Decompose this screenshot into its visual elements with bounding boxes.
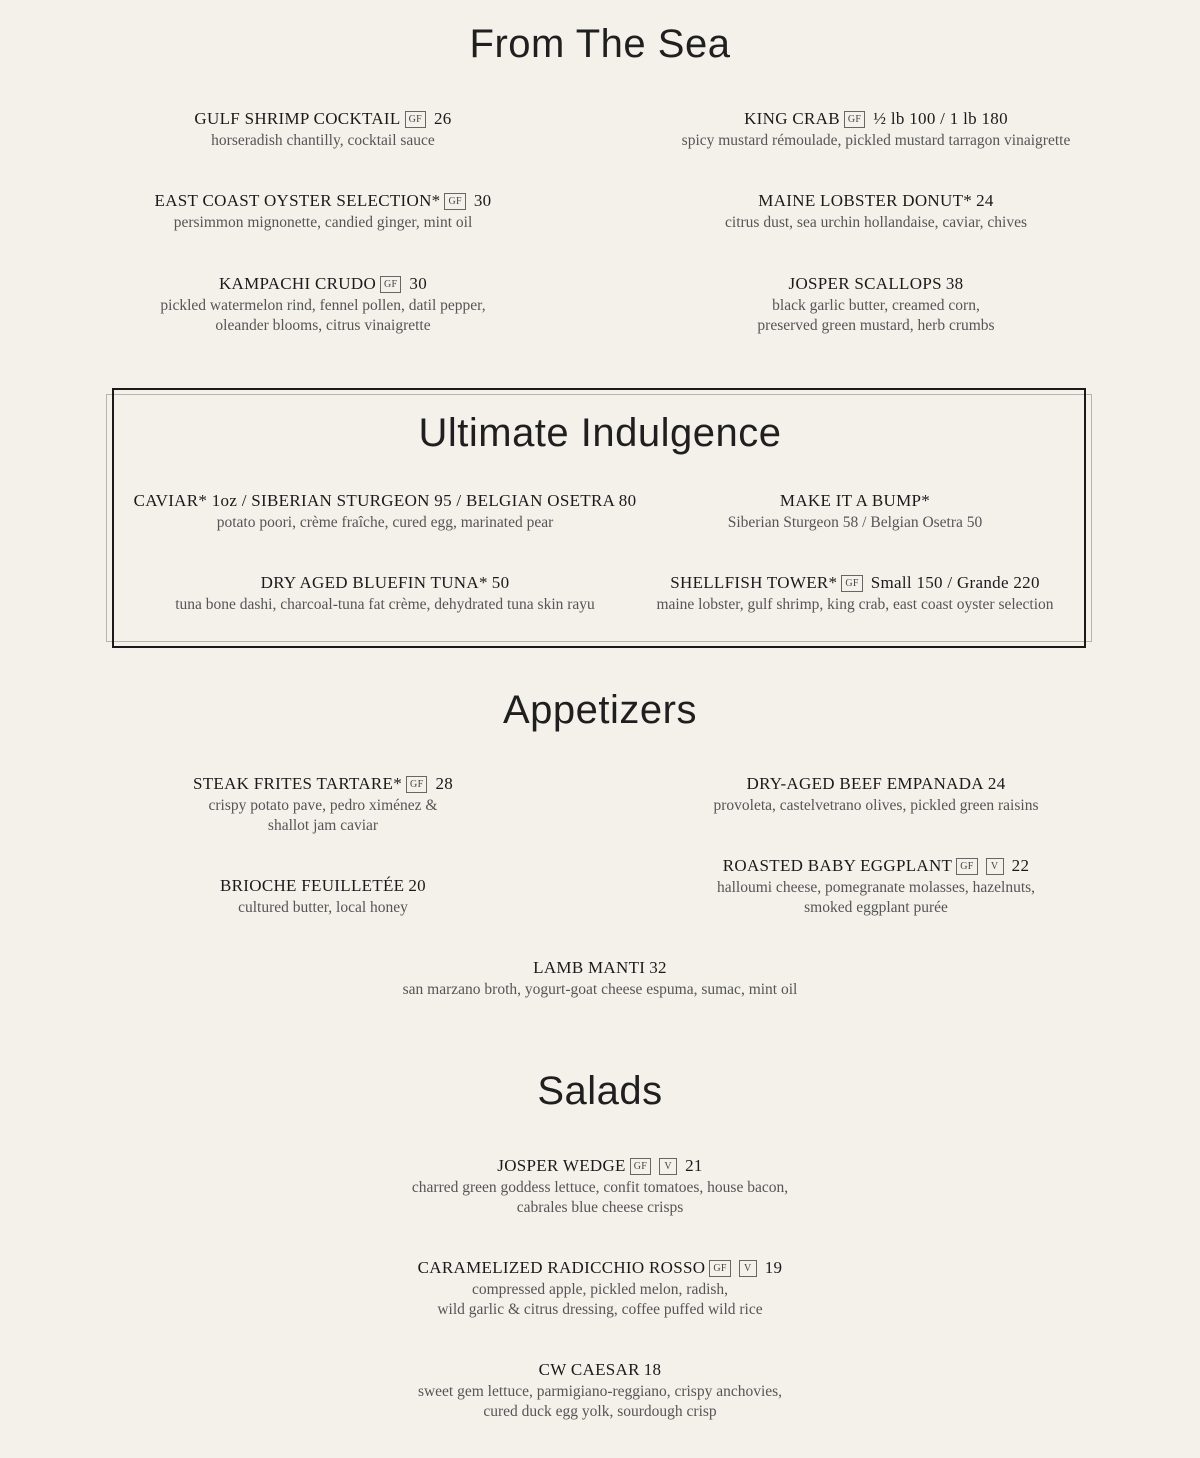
item-name-line [130,107,516,131]
section-title-salads: Salads [537,1069,663,1113]
item-price: 24 [987,774,1006,793]
gluten-free-badge: GF [844,111,865,128]
item-description: smoked eggplant purée [804,899,948,916]
item-price: ½ lb 100 / 1 lb 180 [873,109,1008,128]
item-description: charred green goddess lettuce, confit tomatoes, house bacon, [411,1179,789,1196]
item-price: 21 [685,1156,703,1175]
item-price: Small 150 / Grande 220 [870,573,1040,592]
item-name: LAMB MANTI [533,958,646,977]
item-name: EAST COAST OYSTER SELECTION* [154,191,441,210]
gluten-free-badge: GF [444,193,465,210]
item-name-line [652,272,1100,296]
item-price: 20 [408,876,426,895]
item-name: MAINE LOBSTER DONUT* [758,191,973,210]
gluten-free-badge: GF [406,776,427,793]
vegetarian-badge: V [986,858,1004,875]
item-name-line [130,272,516,296]
menu-item-dry-aged-beef-empanada [652,772,1100,816]
item-name: JOSPER SCALLOPS [788,274,942,293]
item-price: 38 [945,274,964,293]
item-name: KAMPACHI CRUDO [218,274,377,293]
menu-item-steak-frites-tartare [130,772,516,836]
menu-item-make-it-a-bump [640,489,1070,533]
gluten-free-badge: GF [709,1260,730,1277]
item-description: black garlic butter, creamed corn, [772,297,980,314]
item-name-line [652,854,1100,878]
item-price: 28 [435,774,454,793]
menu-item-shellfish-tower [640,571,1070,615]
item-description: cured duck egg yolk, sourdough crisp [483,1403,717,1420]
item-price: 18 [643,1360,662,1379]
item-name: JOSPER WEDGE [497,1156,626,1175]
item-description: citrus dust, sea urchin hollandaise, caviar, chives [725,214,1027,231]
menu-item-roasted-baby-eggplant [652,854,1100,918]
item-name: CARAMELIZED RADICCHIO ROSSO [417,1258,706,1277]
item-name-line [130,571,640,595]
item-name: KING CRAB [744,109,840,128]
menu-item-maine-lobster-donut [652,189,1100,233]
item-price: 32 [649,958,667,977]
item-name-line [652,107,1100,131]
item-description: pickled watermelon rind, fennel pollen, datil pepper, [160,297,486,314]
item-name: CW CAESAR [538,1360,640,1379]
item-description: provoleta, castelvetrano olives, pickled green raisins [713,797,1039,814]
item-name: CAVIAR* 1oz / SIBERIAN STURGEON 95 / BELGIAN OSETRA 80 [133,491,637,510]
item-name-line [300,956,900,980]
vegetarian-badge: V [739,1260,757,1277]
item-description: cultured butter, local honey [238,899,408,916]
menu-item-kampachi-crudo [130,272,516,336]
item-name: ROASTED BABY EGGPLANT [722,856,953,875]
item-name-line [652,189,1100,213]
item-name-line [300,1154,900,1178]
menu-item-east-coast-oyster-selection [130,189,516,233]
menu-item-cw-caesar [300,1358,900,1422]
gluten-free-badge: GF [405,111,426,128]
gluten-free-badge: GF [380,276,401,293]
item-description: san marzano broth, yogurt-goat cheese espuma, sumac, mint oil [402,981,798,998]
item-name-line [130,772,516,796]
menu-item-brioche-feuilletee [130,874,516,918]
item-name: MAKE IT A BUMP* [779,491,931,510]
item-description: maine lobster, gulf shrimp, king crab, east coast oyster selection [656,596,1054,613]
item-description: horseradish chantilly, cocktail sauce [211,132,435,149]
item-description: Siberian Sturgeon 58 / Belgian Osetra 50 [727,514,983,531]
menu-item-dry-aged-bluefin-tuna [130,571,640,615]
item-price: 50 [491,573,510,592]
item-description: compressed apple, pickled melon, radish, [471,1281,729,1298]
gluten-free-badge: GF [841,575,862,592]
item-name-line [130,189,516,213]
item-description: tuna bone dashi, charcoal-tuna fat crème, dehydrated tuna skin rayu [175,596,595,613]
section-title-from-the-sea: From The Sea [469,22,731,66]
menu-item-caramelized-radicchio-rosso [300,1256,900,1320]
gluten-free-badge: GF [956,858,977,875]
item-name: BRIOCHE FEUILLETÉE [220,876,405,895]
item-description: potato poori, crème fraîche, cured egg, marinated pear [216,514,554,531]
item-price: 19 [764,1258,783,1277]
item-name-line [652,772,1100,796]
menu-item-caviar [130,489,640,533]
item-description: shallot jam caviar [267,817,379,834]
item-price: 30 [473,191,492,210]
section-title-appetizers: Appetizers [503,688,697,732]
section-title-ultimate-indulgence: Ultimate Indulgence [418,411,782,455]
item-description: oleander blooms, citrus vinaigrette [215,317,431,334]
item-name-line [130,874,516,898]
item-price: 22 [1011,856,1030,875]
item-price: 26 [433,109,452,128]
menu-item-josper-scallops [652,272,1100,336]
item-description: persimmon mignonette, candied ginger, mint oil [173,214,473,231]
gluten-free-badge: GF [630,1158,651,1175]
item-name: DRY AGED BLUEFIN TUNA* [260,573,488,592]
item-description: spicy mustard rémoulade, pickled mustard tarragon vinaigrette [681,132,1071,149]
item-name-line [640,571,1070,595]
item-name: DRY-AGED BEEF EMPANADA [746,774,984,793]
item-name-line [640,489,1070,513]
item-description: cabrales blue cheese crisps [516,1199,684,1216]
item-description: wild garlic & citrus dressing, coffee puffed wild rice [437,1301,763,1318]
item-description: preserved green mustard, herb crumbs [757,317,995,334]
item-name: GULF SHRIMP COCKTAIL [194,109,401,128]
item-name: STEAK FRITES TARTARE* [192,774,403,793]
menu-item-king-crab [652,107,1100,151]
item-name-line [300,1256,900,1280]
menu-item-josper-wedge [300,1154,900,1218]
item-description: sweet gem lettuce, parmigiano-reggiano, crispy anchovies, [417,1383,783,1400]
item-name-line [300,1358,900,1382]
menu-item-lamb-manti [300,956,900,1000]
item-name: SHELLFISH TOWER* [670,573,838,592]
item-price: 30 [409,274,428,293]
item-description: crispy potato pave, pedro ximénez & [208,797,438,814]
item-price: 24 [976,191,994,210]
vegetarian-badge: V [659,1158,677,1175]
menu-item-gulf-shrimp-cocktail [130,107,516,151]
item-description: halloumi cheese, pomegranate molasses, hazelnuts, [716,879,1036,896]
item-name-line [130,489,640,513]
